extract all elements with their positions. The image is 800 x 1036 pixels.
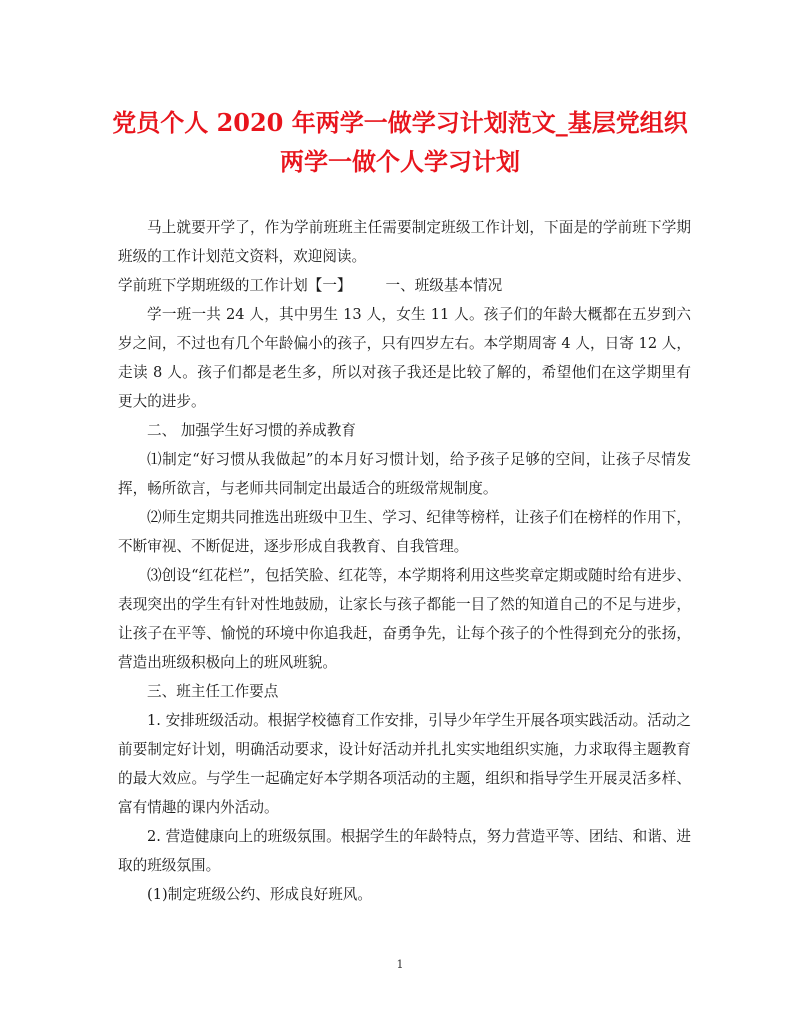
plan-heading-row	[118, 271, 691, 300]
work-point-2-sub-1: (1)制定班级公约、形成良好班风。	[147, 886, 372, 903]
work-point-2: 2. 营造健康向上的班级氛围。根据学生的年龄特点，努力营造平等、团结、和谐、进取的班级氛围。	[118, 828, 691, 874]
plan-heading: 学前班下学期班级的工作计划【一】	[118, 277, 352, 294]
section-heading-one: 一、班级基本情况	[385, 277, 503, 294]
habit-item-1: ⑴制定“好习惯从我做起”的本月好习惯计划，给予孩子足够的空间，让孩子尽情发挥，畅所欲言，与老师共同制定出最适合的班级常规制度。	[118, 451, 691, 497]
intro-paragraph: 马上就要开学了，作为学前班班主任需要制定班级工作计划，下面是的学前班下学期班级的工作计划范文资料，欢迎阅读。	[118, 219, 691, 265]
document-title-line-1: 党员个人 2020 年两学一做学习计划范文_基层党组织	[112, 108, 688, 137]
habit-item-3: ⑶创设“红花栏”，包括笑脸、红花等，本学期将利用这些奖章定期或随时给有进步、表现突出的学生有针对性地鼓励，让家长与孩子都能一目了然的知道自己的不足与进步，让孩子在平等、愉悦的环境中你追我赶，奋勇争先，让每个孩子的个性得到充分的张扬，营造出班级积极向上的班风班貌。	[118, 567, 691, 671]
section-heading-three: 三、班主任工作要点	[147, 683, 279, 700]
document-title-line-2: 两学一做个人学习计划	[280, 147, 520, 176]
habit-item-2: ⑵师生定期共同推选出班级中卫生、学习、纪律等榜样，让孩子们在榜样的作用下，不断审视、不断促进，逐步形成自我教育、自我管理。	[118, 509, 691, 555]
document-body	[118, 213, 691, 909]
work-point-1: 1. 安排班级活动。根据学校德育工作安排，引导少年学生开展各项实践活动。活动之前要制定好计划，明确活动要求，设计好活动并扎扎实实地组织实施，力求取得主题教育的最大效应。与学生一起确定好本学期各项活动的主题，组织和指导学生开展灵活多样、富有情趣的课内外活动。	[118, 712, 691, 816]
page-number: 1	[396, 958, 404, 971]
section-heading-two: 二、 加强学生好习惯的养成教育	[147, 422, 356, 439]
class-info-paragraph: 学一班一共 24 人，其中男生 13 人，女生 11 人。孩子们的年龄大概都在五岁到六岁之间，不过也有几个年龄偏小的孩子，只有四岁左右。本学期周寄 4 人，日寄 12 人，走读 8 人。孩子们都是老生多，所以对孩子我还是比较了解的，希望他们在这学期里有更大的进步。	[118, 306, 691, 410]
